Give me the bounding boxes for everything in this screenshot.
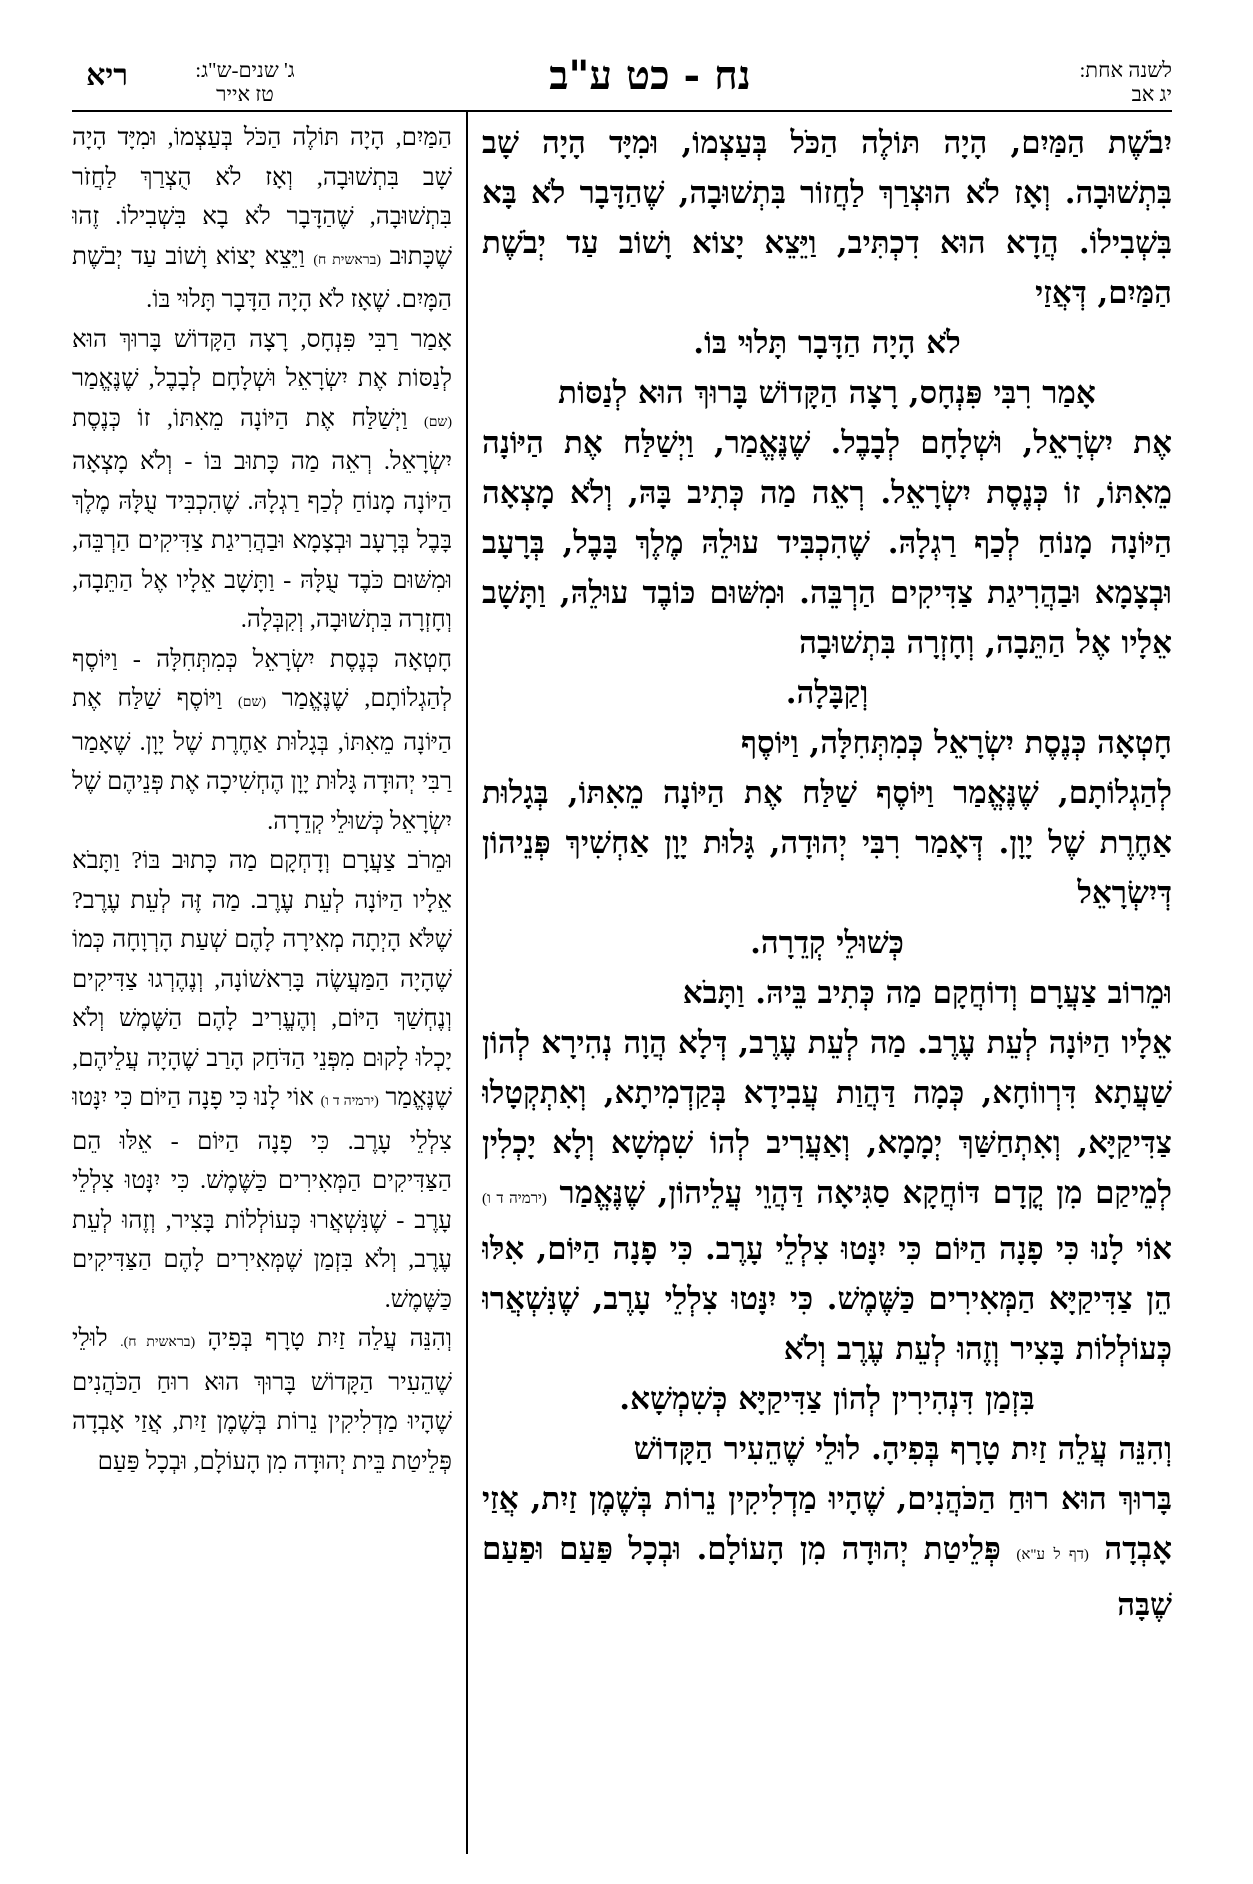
verse-reference: (ירמיה ד ו) — [482, 1191, 547, 1207]
cycle-schedule — [150, 58, 340, 106]
verse-reference: (בראשית ח) — [313, 252, 382, 268]
translation-paragraph: הַמַּיִם, הָיָה תּוֹלֶה הַכֹּל בְּעַצְמוֹ, וּמִיָּד הָיָה שָׁב בִּתְשׁוּבָה, וְאָז לֹא הֻצְרַךְ לַחֲזֹר בִּתְשׁוּבָה, שֶׁהַדָּבָר לֹא בָא בִּשְׁבִילוֹ. זֶהוּ שֶׁכָּתוּב (בראשית ח) וַיֵּצֵא יָצוֹא וָשׁוֹב עַד יְבֹשֶׁת הַמָּיִם. שֶׁאָז לֹא הָיָה הַדָּבָר תָּלוּי בּוֹ. — [72, 124, 452, 313]
study-label: לשנה אחת: — [1079, 58, 1172, 82]
translation-paragraph: וְהִנֵּה עֲלֵה זַיִת טָרָף בְּפִיהָ (בראשית ח). לוּלֵי שֶׁהֵעִיר הַקָּדוֹשׁ בָּרוּךְ הוּא רוּחַ הַכֹּהֲנִים שֶׁהָיוּ מַדְלִיקִין נֵרוֹת בְּשֶׁמֶן זַיִת, אֲזַי אָבְדָה פְּלֵיטַת בֵּית יְהוּדָה מִן הָעוֹלָם, וּבְכָל פַּעַם — [72, 1325, 452, 1475]
main-paragraph: לְהַגְלוֹתָם, שֶׁנֶּאֱמַר וַיּוֹסֶף שַׁלַּח אֶת הַיּוֹנָה מֵאִתּוֹ, בְּגָלוּת אַחֶרֶת שֶׁל יָוָן. דְּאָמַר רִבִּי יְהוּדָה, גָּלוּת יָוָן אַחְשִׁיךְ פְּנֵיהוֹן דְּיִשְׂרָאֵל — [482, 775, 1172, 911]
main-paragraph-end: וְקַבָּלָה. — [785, 675, 869, 711]
main-paragraph: יִבֹשֶׁת הַמַּיִם, הָיָה תּוֹלֶה הַכֹּל בְּעַצְמוֹ, וּמִיָּד הָיָה שָׁב בִּתְשׁוּבָה. וְאָז לֹא הוּצְרַךְ לַחֲזוֹר בִּתְשׁוּבָה, שֶׁהַדָּבָר לֹא בָּא בִּשְׁבִילוֹ. הֲדָא הוּא דִכְתִּיב, וַיֵּצֵא יָצוֹא וָשׁוֹב עַד יְבֹשֶׁת הַמַּיִם, דְּאֲזַי — [482, 125, 1172, 311]
verse-reference: (בראשית ח). — [120, 1335, 196, 1350]
page-header — [0, 0, 1253, 105]
main-paragraph-end: לֹא הָיָה הַדָּבָר תָּלוּי בּוֹ. — [693, 325, 961, 361]
translation-paragraph: אָמַר רַבִּי פִּנְחָס, רָצָה הַקָּדוֹשׁ בָּרוּךְ הוּא לְנַסּוֹת אֶת יִשְׂרָאֵל וּשְׁלָחָם לְבָבֶל, שֶׁנֶּאֱמַר (שם) וַיְשַׁלַּח אֶת הַיּוֹנָה מֵאִתּוֹ, זוֹ כְּנֶסֶת יִשְׂרָאֵל. רְאֵה מַה כָּתוּב בּוֹ - וְלֹא מָצְאָה הַיּוֹנָה מָנוֹחַ לְכַף רַגְלָהּ. שֶׁהִכְבִּיד עֻלָּהּ מֶלֶךְ בָּבֶל בְּרָעָב וּבְצָמָא וּבַהֲרִיגַת צַדִּיקִים הַרְבֵּה, וּמִשּׁוּם כֹּבֶד עֻלָּהּ - וַתָּשָׁב אֵלָיו אֶל הַתֵּבָה, וְחָזְרָה בִּתְשׁוּבָה, וְקִבְּלָה. — [72, 325, 452, 633]
translation-column — [72, 118, 452, 1858]
study-schedule — [972, 58, 1172, 106]
translation-paragraph: וּמֵרֹב צַעֲרָם וְדָחְקָם מַה כָּתוּב בּוֹ? וַתָּבֹא אֵלָיו הַיּוֹנָה לְעֵת עֶרֶב. מַה זֶּה לְעֵת עֶרֶב? שֶׁלֹּא הָיְתָה מְאִירָה לָהֶם שְׁעַת הָרְוָחָה כְּמוֹ שֶׁהָיָה הַמַּעֲשֶׂה בָּרִאשׁוֹנָה, וְנֶהֶרְגוּ צַדִּיקִים וְנֶחְשַׁךְ הַיּוֹם, וְהֶעֱרִיב לָהֶם הַשֶּׁמֶשׁ וְלֹא יָכְלוּ לָקוּם מִפְּנֵי הַדֹּחַק הָרַב שֶׁהָיָה עֲלֵיהֶם, שֶׁנֶּאֱמַר (ירמיה ד ו) אוֹי לָנוּ כִּי פָנָה הַיּוֹם כִּי יִנָּטוּ צִלְלֵי עָרֶב. כִּי פָנָה הַיּוֹם - אֵלּוּ הֵם הַצַּדִּיקִים הַמְּאִירִים כַּשֶּׁמֶשׁ. כִּי יִנָּטוּ צִלְלֵי עָרֶב - שֶׁנִּשְׁאֲרוּ כְּעוֹלְלוֹת בָּצִיר, וְזֶהוּ לְעֵת עֶרֶב, וְלֹא בִּזְמַן שֶׁמְּאִירִים לָהֶם הַצַּדִּיקִים כַּשֶּׁמֶשׁ. — [72, 847, 452, 1313]
main-paragraph: אֵלָיו הַיּוֹנָה לְעֵת עֶרֶב. מַה לְעֵת עֶרֶב, דְּלָא הֲוָה נְהִירָא לְהוֹן שַׁעֲתָא דִּרְווֹחָא, כְּמָה דַּהֲוַת עֲבִידָא בְּקַדְמִיתָא, וְאִתְקְטָלוּ צַדִּיקַיָּא, וְאִתְחַשַּׁךְ יְמָמָא, וְאַעֲרִיב לְהוֹ שִׁמְשָׁא וְלָא יָכְלִין לְמֵיקַם מִן קֳדָם דּוֹחֲקָא סַגִּיאָה דַּהֲוֵי עֲלֵיהוֹן, שֶׁנֶּאֱמַר (ירמיה ד ו) אוֹי לָנוּ כִּי פָנָה הַיּוֹם כִּי יִנָּטוּ צִלְלֵי עָרֶב. כִּי פָנָה הַיּוֹם, אִלּוּ הֵן צַדִּיקַיָּא הַמְּאִירִים כַּשֶּׁמֶשׁ. כִּי יִנָּטוּ צִלְלֵי עָרֶב, שֶׁנִּשְׁאֲרוּ כְּעוֹלְלוֹת בָּצִיר וְזֶהוּ לְעֵת עֶרֶב וְלֹא — [482, 1025, 1172, 1367]
main-paragraph: אֶת יִשְׂרָאֵל, וּשְׁלָחָם לְבָבֶל. שֶׁנֶּאֱמַר, וַיְשַׁלַּח אֶת הַיּוֹנָה מֵאִתּוֹ, זוֹ כְּנֶסֶת יִשְׂרָאֵל. רְאֵה מַה כְּתִיב בָּהּ, וְלֹא מָצְאָה הַיּוֹנָה מָנוֹחַ לְכַף רַגְלָהּ. שֶׁהִכְבִּיד עוּלֵהּ מֶלֶךְ בָּבֶל, בְּרָעָב וּבְצָמָא וּבַהֲרִיגַת צַדִּיקִים הַרְבֵּה. וּמִשּׁוּם כּוֹבֶד עוּלֵהּ, וַתָּשָׁב אֵלָיו אֶל הַתֵּבָה, וְחָזְרָה בִּתְשׁוּבָה — [482, 425, 1172, 661]
main-paragraph-end: בִּזְמַן דִּנְהִירִין לְהוֹן צַדִּיקַיָּא כְּשִׁמְשָׁא. — [619, 1381, 1035, 1417]
main-paragraph-end: כְּשׁוּלֵי קְדֵרָה. — [750, 925, 904, 961]
cycle-label: ג' שנים-ש"ג: — [195, 58, 295, 82]
verse-reference: (שם) — [238, 695, 267, 710]
translation-paragraph: חָטְאָה כְּנֶסֶת יִשְׂרָאֵל כְּמִתְּחִלָּה - וַיּוֹסֶף לְהַגְלוֹתָם, שֶׁנֶּאֱמַר (שם) וַיּוֹסֶף שַׁלַּח אֶת הַיּוֹנָה מֵאִתּוֹ, בְּגָלוּת אַחֶרֶת שֶׁל יָוָן. שֶׁאָמַר רַבִּי יְהוּדָה גָּלוּת יָוָן הֶחְשִׁיכָה אֶת פְּנֵיהֶם שֶׁל יִשְׂרָאֵל כְּשׁוּלֵי קְדֵרָה. — [72, 645, 452, 835]
main-paragraph: וְהִנֵּה עֲלֵה זַיִת טָרָף בְּפִיהָ. לוּלֵי שֶׁהֵעִיר הַקָּדוֹשׁ — [633, 1431, 1172, 1467]
page-reference: (דף ל ע"א) — [1016, 1547, 1089, 1563]
study-date: יג אב — [1131, 82, 1172, 106]
verse-reference: (ירמיה ד ו) — [320, 1094, 379, 1109]
verse-reference: (שם) — [424, 414, 452, 430]
page-number: ריא — [86, 58, 128, 93]
main-paragraph: אָמַר רִבִּי פִּנְחָס, רָצָה הַקָּדוֹשׁ בָּרוּךְ הוּא לְנַסּוֹת — [558, 375, 1096, 411]
page-title: נח - כט ע"ב — [549, 52, 751, 99]
main-paragraph: בָּרוּךְ הוּא רוּחַ הַכֹּהֲנִים, שֶׁהָיוּ מַדְלִיקִין נֵרוֹת בְּשֶׁמֶן זַיִת, אֲזַי אָבְדָה (דף ל ע"א) פְּלֵיטַת יְהוּדָה מִן הָעוֹלָם. וּבְכָל פַּעַם וּפַעַם שֶׁבָּה — [482, 1481, 1172, 1623]
main-text-column — [482, 118, 1172, 1858]
cycle-date: טז אייר — [216, 82, 274, 106]
main-paragraph: חָטְאָה כְּנֶסֶת יִשְׂרָאֵל כְּמִתְּחִלָּה, וַיּוֹסֶף — [740, 725, 1172, 761]
column-divider — [466, 112, 468, 1854]
main-paragraph: וּמֵרוֹב צַעֲרָם וְדוֹחֲקָם מַה כְּתִיב בֵּיהּ. וַתָּבֹא — [682, 975, 1172, 1011]
header-divider — [72, 110, 1172, 112]
